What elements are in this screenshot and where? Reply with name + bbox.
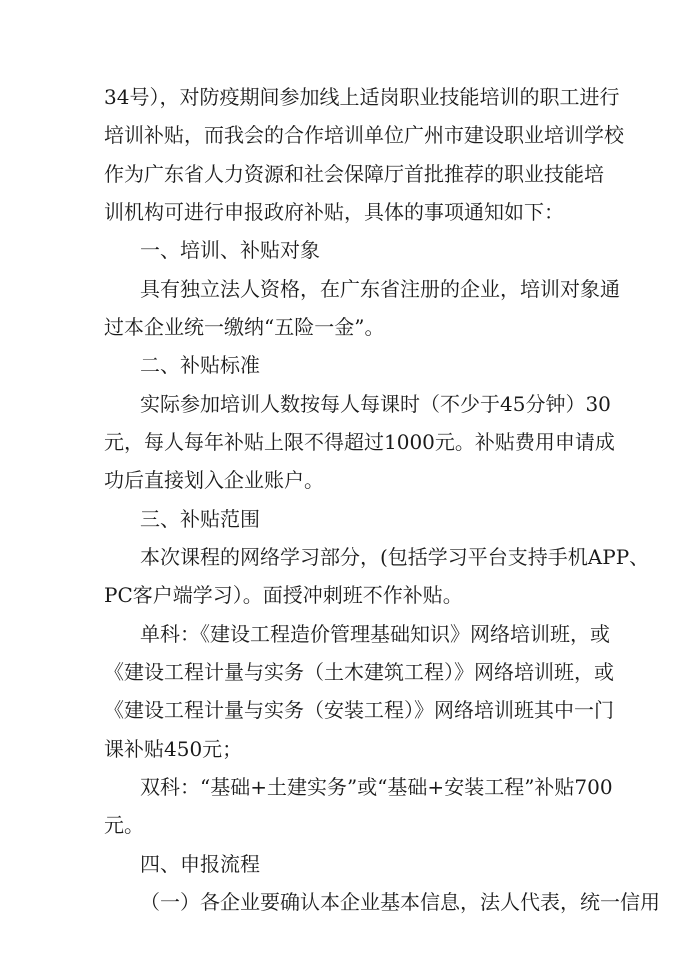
paragraph-line: 具有独立法人资格，在广东省注册的企业，培训对象通 (140, 277, 620, 301)
paragraph-line: 实际参加培训人数按每人每课时（不少于45分钟）30 (140, 392, 611, 416)
paragraph-line: 双科：“基础+土建实务”或“基础+安装工程”补贴700 (140, 775, 613, 799)
paragraph-line: 34号），对防疫期间参加线上适岗职业技能培训的职工进行 (104, 85, 620, 109)
paragraph-line: 作为广东省人力资源和社会保障厅首批推荐的职业技能培 (104, 162, 604, 186)
paragraph-line: 元，每人每年补贴上限不得超过1000元。补贴费用申请成 (104, 430, 615, 454)
paragraph-line: 培训补贴，而我会的合作培训单位广州市建设职业培训学校 (104, 123, 624, 147)
paragraph-line: 功后直接划入企业账户。 (104, 468, 324, 492)
paragraph-line: 训机构可进行申报政府补贴，具体的事项通知如下： (104, 200, 564, 224)
section-heading: 一、培训、补贴对象 (140, 238, 320, 262)
paragraph-line: PC客户端学习）。面授冲刺班不作补贴。 (104, 583, 463, 607)
section-heading: 二、补贴标准 (140, 353, 260, 377)
paragraph-line: 《建设工程计量与实务（土木建筑工程）》网络培训班，或 (104, 660, 614, 684)
paragraph-line: 本次课程的网络学习部分，(包括学习平台支持手机APP、 (140, 545, 650, 569)
paragraph-line: （一）各企业要确认本企业基本信息，法人代表，统一信用 (140, 890, 660, 914)
paragraph-line: 过本企业统一缴纳“五险一金”。 (104, 315, 385, 339)
paragraph-line: 单科：《建设工程造价管理基础知识》网络培训班，或 (140, 622, 610, 646)
paragraph-line: 课补贴450元； (104, 737, 243, 761)
paragraph-line: 元。 (104, 813, 144, 837)
section-heading: 三、补贴范围 (140, 507, 260, 531)
section-heading: 四、申报流程 (140, 852, 260, 876)
paragraph-line: 《建设工程计量与实务（安装工程）》网络培训班其中一门 (104, 698, 614, 722)
